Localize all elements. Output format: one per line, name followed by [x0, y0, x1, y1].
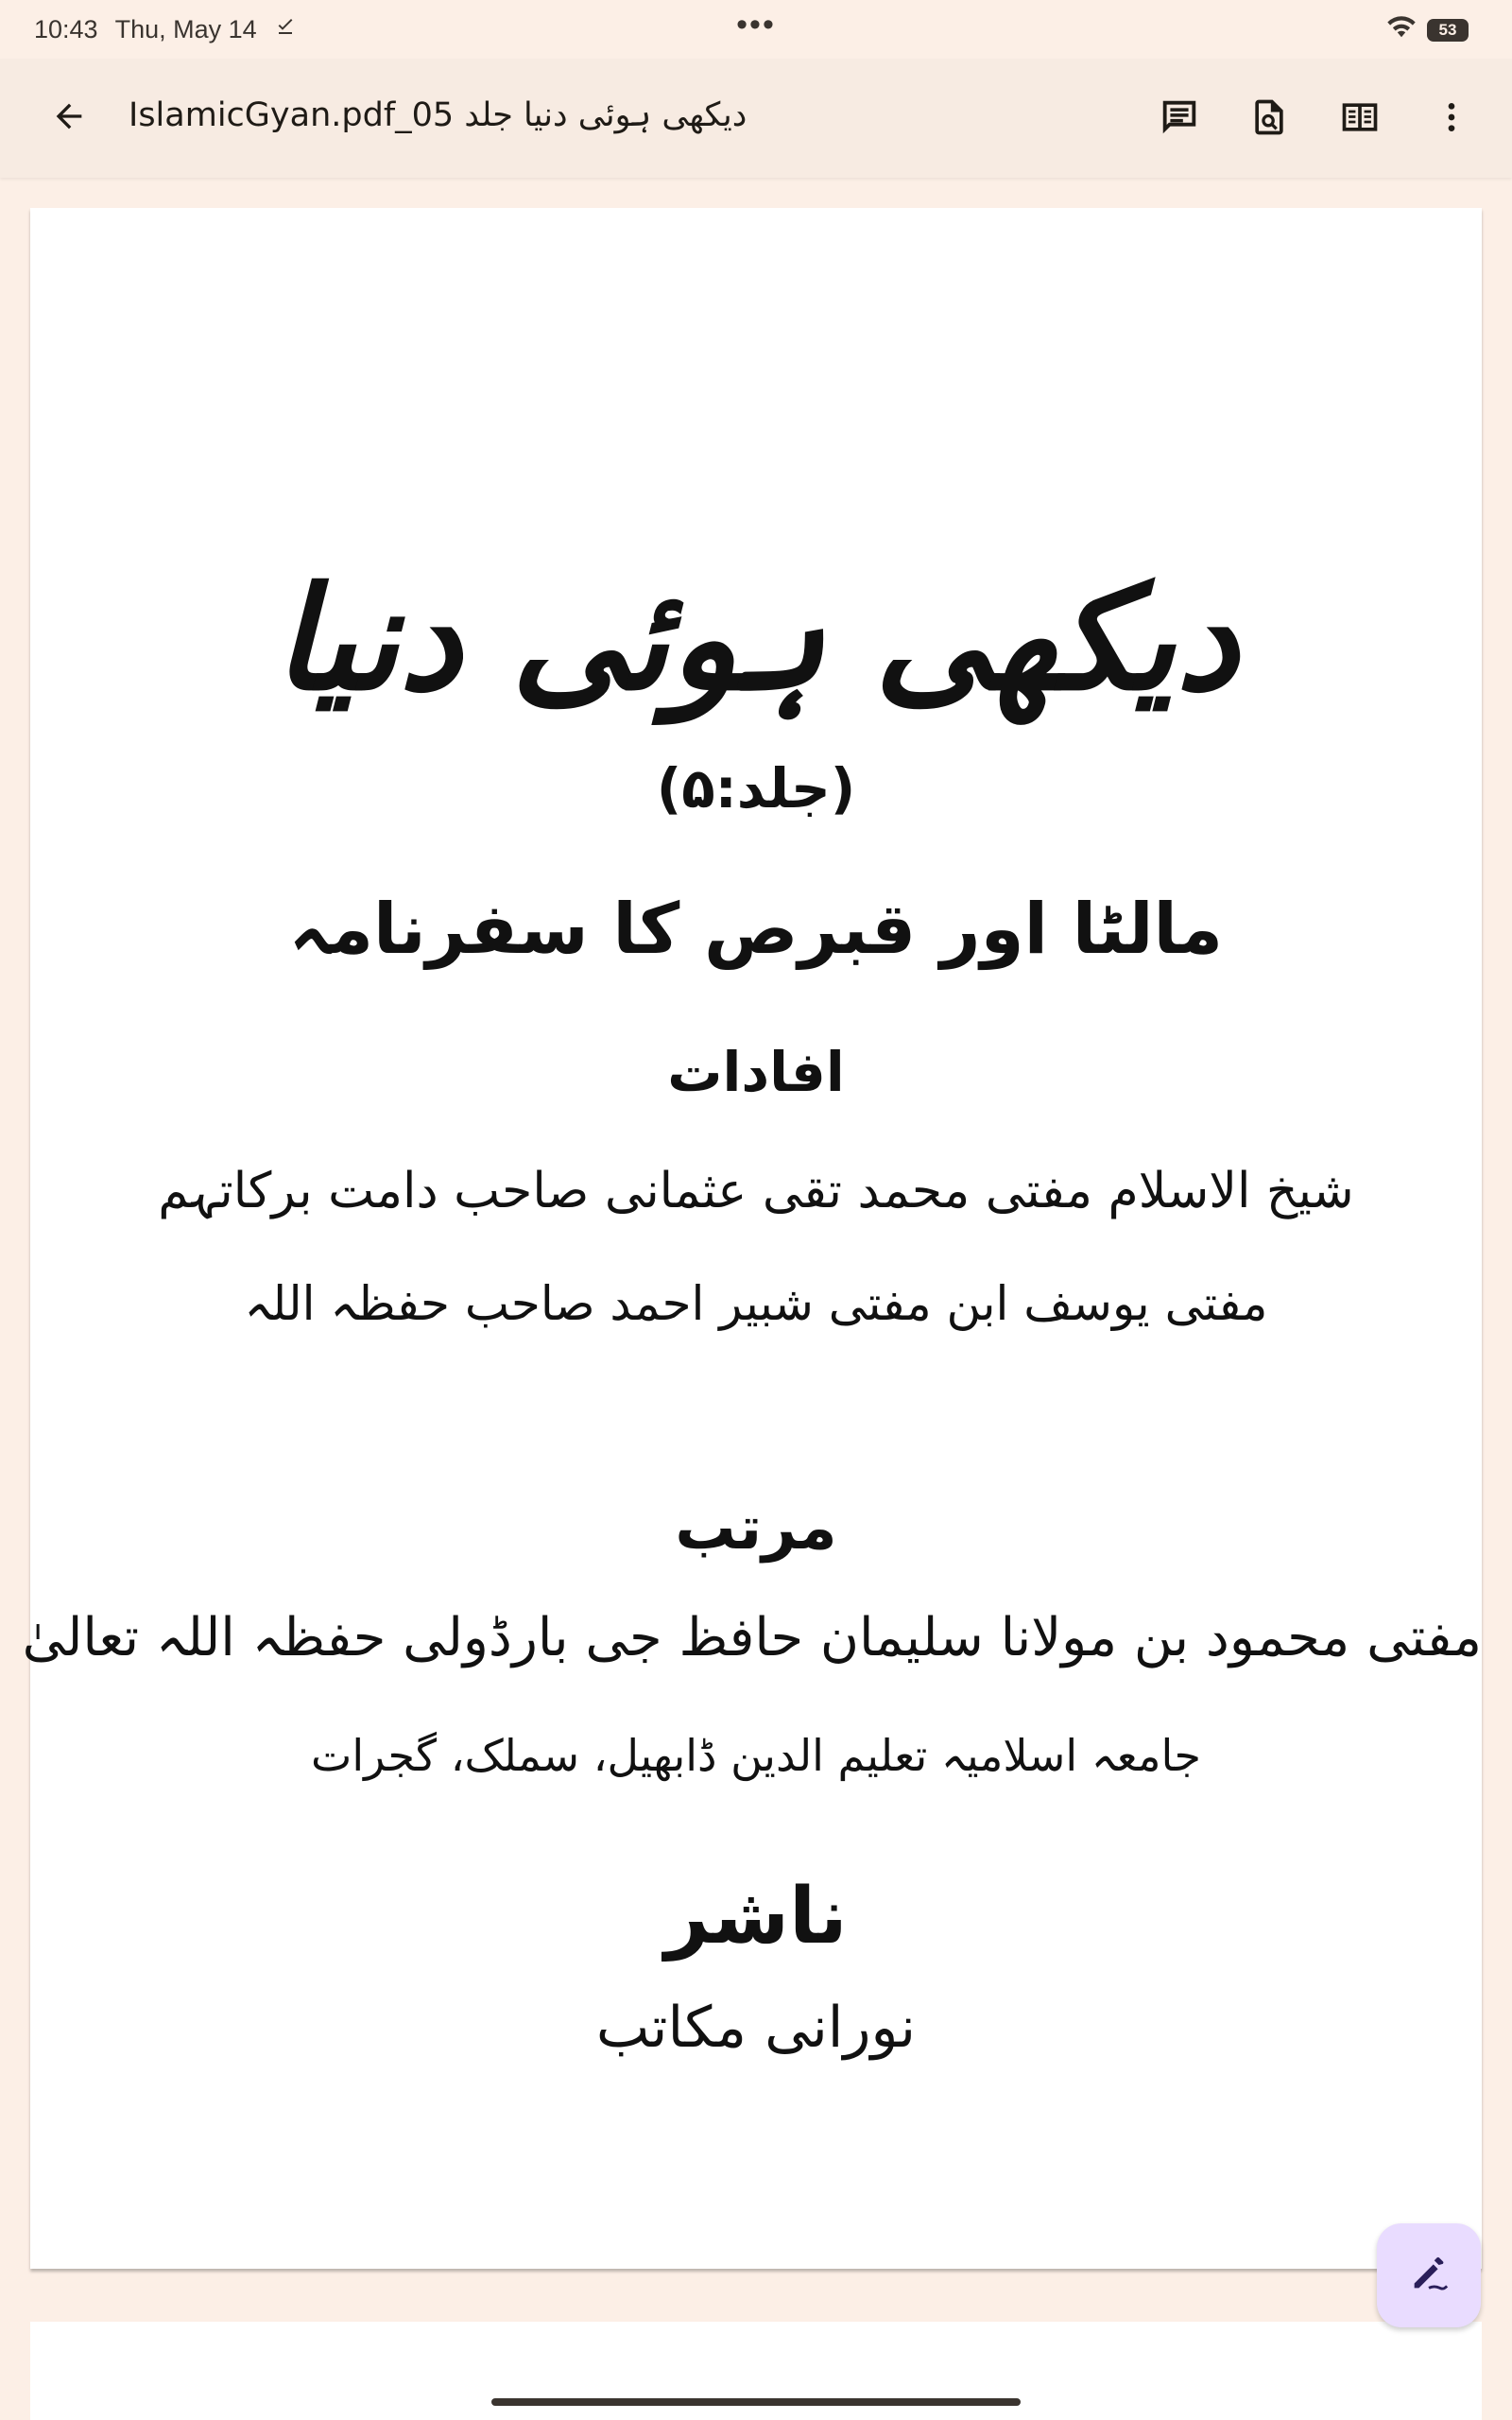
- document-title: IslamicGyan.pdf_05 دیکھی ہوئی دنیا جلد: [129, 96, 747, 134]
- compiler-heading: مرتب: [675, 1494, 837, 1564]
- status-time: 10:43: [34, 14, 98, 43]
- annotate-button[interactable]: [1377, 2223, 1481, 2327]
- status-right: [1385, 13, 1469, 46]
- status-date: Thu, May 14: [114, 14, 257, 43]
- gesture-home-bar[interactable]: [491, 2398, 1021, 2406]
- ifadat-heading: افادات: [667, 1040, 845, 1104]
- edit-pen-icon: [1407, 2252, 1451, 2299]
- more-options-button[interactable]: [1425, 93, 1478, 146]
- comment-icon: [1158, 95, 1201, 143]
- compiler-name: مفتی محمود بن مولانا سلیمان حافظ جی بارڈولی حفظہ اللہ تعالیٰ: [22, 1607, 1482, 1668]
- publisher-heading: ناشر: [664, 1872, 848, 1962]
- author-line-1: شیخ الاسلام مفتی محمد تقی عثمانی صاحب دامت برکاتہم: [158, 1163, 1354, 1219]
- wifi-icon: [1385, 13, 1418, 46]
- publisher-name: نورانی مکاتب: [595, 1995, 917, 2061]
- battery-icon: 53: [1427, 19, 1469, 42]
- author-line-2: مفتی یوسف ابن مفتی شبیر احمد صاحب حفظہ اللہ: [244, 1276, 1268, 1331]
- pdf-page[interactable]: [22, 208, 1482, 2269]
- book-title: دیکھی ہوئی دنیا: [273, 558, 1239, 722]
- reading-mode-button[interactable]: [1333, 93, 1386, 146]
- status-bar: [0, 0, 1512, 59]
- compiler-institute: جامعہ اسلامیہ تعلیم الدین ڈابھیل، سملک، گجرات: [311, 1730, 1201, 1781]
- find-in-page-icon: [1248, 96, 1290, 142]
- back-button[interactable]: [45, 95, 93, 142]
- download-done-icon: [274, 15, 297, 44]
- status-dots-icon: •••: [736, 7, 776, 43]
- app-toolbar: [0, 59, 1512, 178]
- volume-label: (جلد:۵): [656, 756, 856, 821]
- arrow-back-icon: [50, 97, 88, 139]
- book-subtitle: مالٹا اور قبرص کا سفرنامہ: [288, 889, 1224, 970]
- reading-mode-icon: [1339, 96, 1381, 142]
- comments-button[interactable]: [1153, 93, 1206, 146]
- status-left: [34, 15, 297, 44]
- more-vert-icon: [1433, 98, 1470, 140]
- find-in-page-button[interactable]: [1243, 93, 1296, 146]
